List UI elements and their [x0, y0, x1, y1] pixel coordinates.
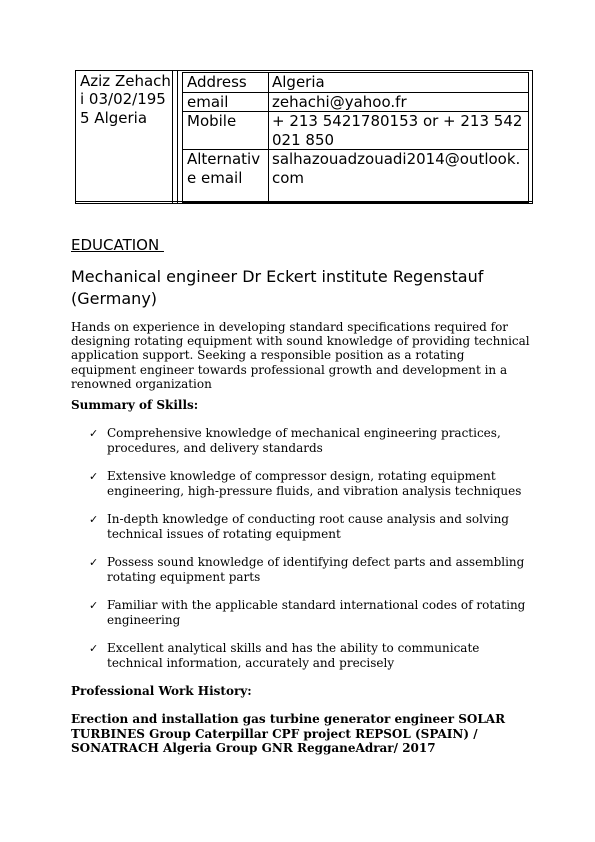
checkmark-icon: ✓ [89, 470, 99, 483]
contact-details-table [182, 72, 529, 203]
checkmark-icon: ✓ [89, 599, 99, 612]
job-entry: Erection and installation gas turbine generator engineer SOLAR TURBINES Group Caterpillar CPF project REPSOL (SPAIN) / SONATRACH Algeria Group GNR RegganeAdrar/ 2017 [71, 712, 506, 755]
education-heading: EDUCATION [71, 236, 164, 254]
checkmark-icon: ✓ [89, 427, 99, 440]
mobile-label: Mobile [187, 112, 237, 130]
skill-text: Comprehensive knowledge of mechanical engineering practices, procedures, and delivery standards [107, 426, 501, 455]
mobile-value: + 213 5421780153 or + 213 542 021 850 [272, 112, 523, 149]
email-value: zehachi@yahoo.fr [272, 93, 407, 111]
skill-text: In-depth knowledge of conducting root cause analysis and solving technical issues of rotating equipment [107, 512, 509, 541]
contact-table [75, 70, 533, 204]
skills-heading: Summary of Skills: [71, 398, 199, 412]
name-dob-cell: Aziz Zehachi 03/02/1955 Algeria [80, 72, 171, 127]
degree-title: Mechanical engineer Dr Eckert institute Regenstauf (Germany) [71, 267, 484, 308]
table-divider [172, 71, 173, 203]
table-row [183, 150, 528, 202]
checkmark-icon: ✓ [89, 642, 99, 655]
table-row [183, 73, 528, 93]
alt-email-label: Alternative email [187, 150, 261, 187]
checkmark-icon: ✓ [89, 513, 99, 526]
alt-email-value: salhazouadzouadi2014@outlook.com [272, 150, 521, 187]
skill-text: Extensive knowledge of compressor design, rotating equipment engineering, high-pressure fluids, and vibration analysis techniques [107, 469, 522, 498]
skill-text: Familiar with the applicable standard international codes of rotating engineering [107, 598, 526, 627]
address-label: Address [187, 73, 247, 91]
checkmark-icon: ✓ [89, 556, 99, 569]
table-row [183, 93, 528, 112]
work-history-heading: Professional Work History: [71, 684, 252, 698]
table-divider [177, 71, 178, 203]
skill-text: Possess sound knowledge of identifying defect parts and assembling rotating equipment parts [107, 555, 525, 584]
skill-text: Excellent analytical skills and has the ability to communicate technical information, accurately and precisely [107, 641, 480, 670]
intro-paragraph: Hands on experience in developing standard specifications required for designing rotating equipment with sound knowledge of providing technical application support. Seeking a responsible position as a rotating equipment engineer towards professional growth and development in a renowned organization [71, 320, 530, 391]
table-row [183, 112, 528, 150]
address-value: Algeria [272, 73, 325, 91]
email-label: email [187, 93, 229, 111]
